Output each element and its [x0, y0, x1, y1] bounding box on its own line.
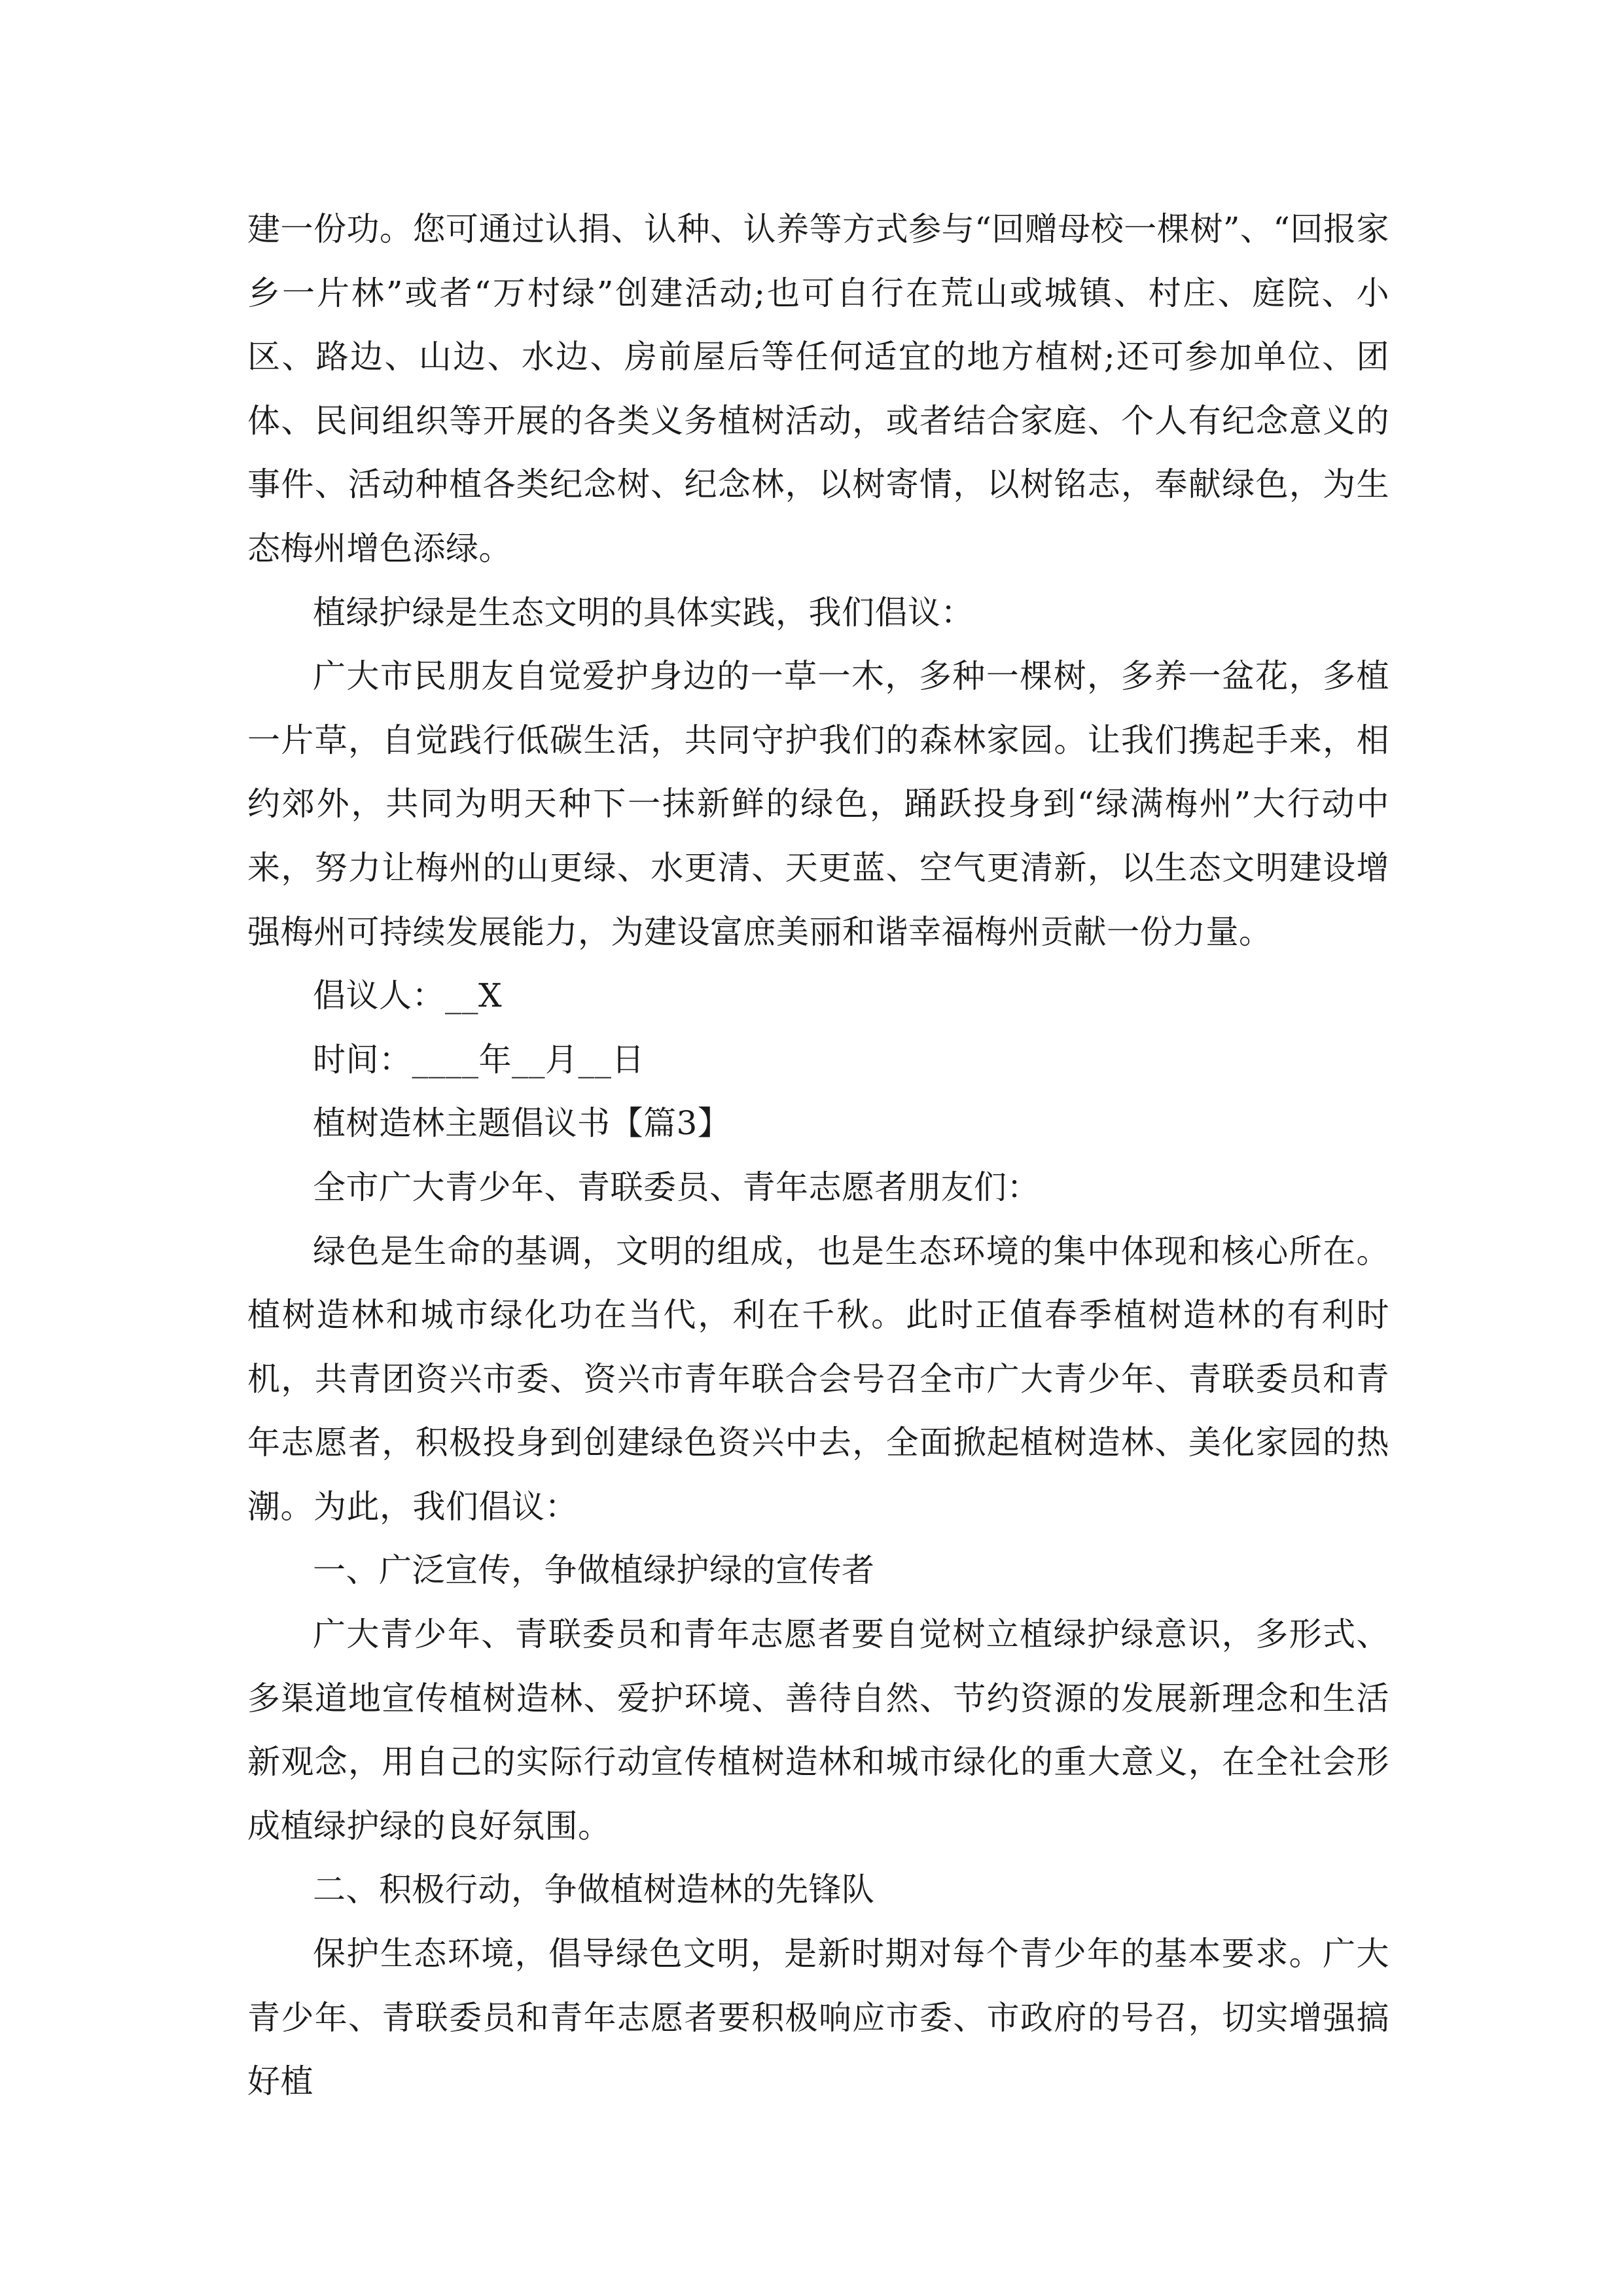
document-body [247, 198, 1389, 2114]
paragraph-continuation: 建一份功。您可通过认捐、认种、认养等方式参与“回赠母校一棵树”、“回报家乡一片林”或者“万村绿”创建活动;也可自行在荒山或城镇、村庄、庭院、小区、路边、山边、水边、房前屋后等任何适宜的地方植树;还可参加单位、团体、民间组织等开展的各类义务植树活动，或者结合家庭、个人有纪念意义的事件、活动种植各类纪念树、纪念林，以树寄情，以树铭志，奉献绿色，为生态梅州增色添绿。 [247, 210, 1389, 567]
salutation: 全市广大青少年、青联委员、青年志愿者朋友们： [313, 1168, 1040, 1206]
heading-one: 一、广泛宣传，争做植绿护绿的宣传者 [313, 1551, 875, 1590]
date-line: 时间：____年__月__日 [313, 1040, 645, 1079]
paragraph-heading-two-body: 保护生态环境，倡导绿色文明，是新时期对每个青少年的基本要求。广大青少年、青联委员和青年志愿者要积极响应市委、市政府的号召，切实增强搞好植 [247, 1935, 1389, 2101]
heading-two: 二、积极行动，争做植树造林的先锋队 [313, 1871, 875, 1909]
paragraph-green-intro: 绿色是生命的基调，文明的组成，也是生态环境的集中体现和核心所在。植树造林和城市绿化功在当代，利在千秋。此时正值春季植树造林的有利时机，共青团资兴市委、资兴市青年联合会号召全市广大青少年、青联委员和青年志愿者，积极投身到创建绿色资兴中去，全面掀起植树造林、美化家园的热潮。为此，我们倡议： [247, 1232, 1389, 1526]
proposer-line: 倡议人：__X [313, 977, 503, 1015]
paragraph-proposal-intro: 植绿护绿是生态文明的具体实践，我们倡议： [313, 593, 974, 632]
paragraph-proposal-body: 广大市民朋友自觉爱护身边的一草一木，多种一棵树，多养一盆花，多植一片草，自觉践行低碳生活，共同守护我们的森林家园。让我们携起手来，相约郊外，共同为明天种下一抹新鲜的绿色，踊跃投身到“绿满梅州”大行动中来，努力让梅州的山更绿、水更清、天更蓝、空气更清新，以生态文明建设增强梅州可持续发展能力，为建设富庶美丽和谐幸福梅州贡献一份力量。 [247, 657, 1389, 951]
section-title: 植树造林主题倡议书【篇3】 [313, 1104, 731, 1143]
paragraph-heading-one-body: 广大青少年、青联委员和青年志愿者要自觉树立植绿护绿意识，多形式、多渠道地宣传植树造林、爱护环境、善待自然、节约资源的发展新理念和生活新观念，用自己的实际行动宣传植树造林和城市绿化的重大意义，在全社会形成植绿护绿的良好氛围。 [247, 1615, 1389, 1845]
